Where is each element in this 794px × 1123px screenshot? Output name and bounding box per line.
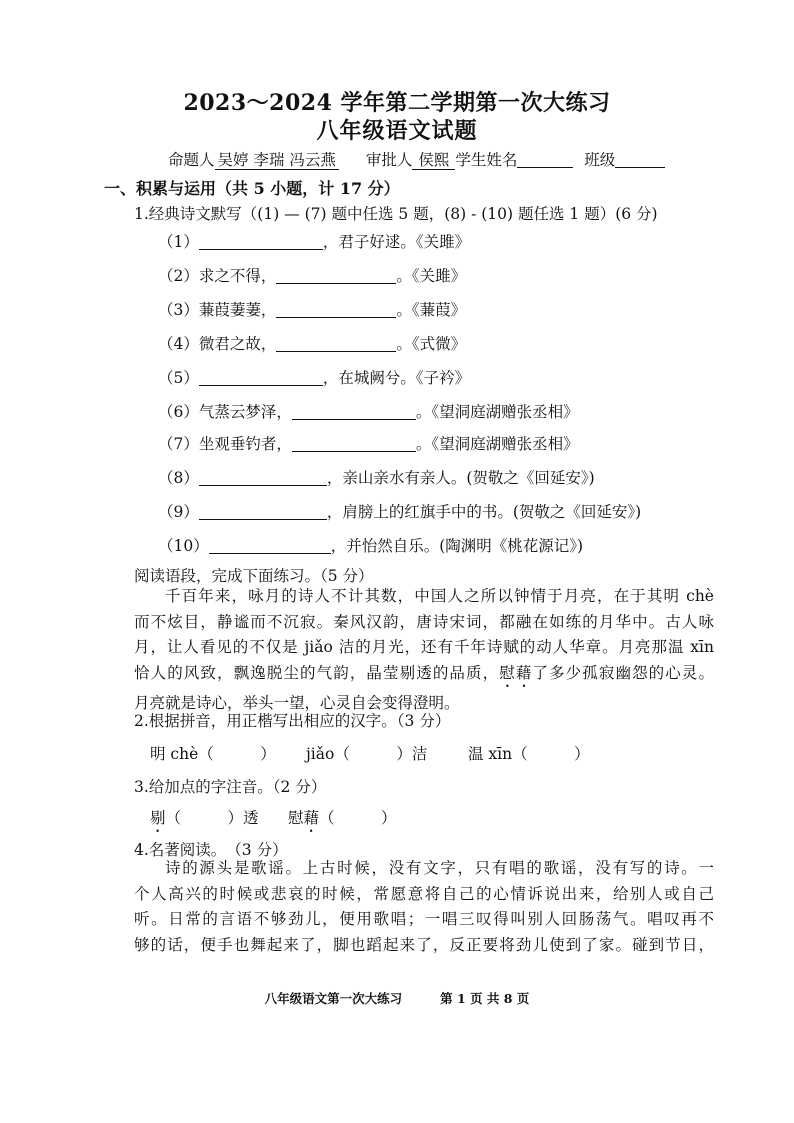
reading-passage [134,584,714,716]
reviewer-label: 审批人 [365,151,413,169]
passage-line: 千百年来，咏月的诗人不计其数，中国人之所以钟情于月亮，在于其明 chè [165,587,714,605]
recite-item-4: （4）微君之故， 。《式微》 [158,335,467,353]
question-2-prompt: 2.根据拼音，用正楷写出相应的汉字。（3 分） [134,712,451,730]
passage-line: 月亮就是诗心，举头一望，心灵自会变得澄明。 [134,693,460,712]
exam-subtitle: 八年级语文试题 [316,118,478,144]
answer-blank-3[interactable] [276,301,396,318]
dotted-word: 慰藉 [499,663,533,682]
passage-line: 够的话，便手也舞起来了，脚也蹈起来了，反正要将劲儿使到了家。碰到节日， [134,935,714,954]
recite-item-10: （10） ，并怡然自乐。(陶渊明《桃花源记》) [158,537,584,555]
proposer-label: 命题人 [168,151,215,169]
reading-intro: 阅读语段，完成下面练习。（5 分） [134,567,374,585]
question-3-prompt: 3.给加点的字注音。（2 分） [134,778,327,796]
exam-title: 2023～2024 学年第二学期第一次大练习 [183,90,611,116]
recite-item-2: （2）求之不得， 。《关雎》 [158,267,467,285]
recite-item-5: （5） ，在城阙兮。《子衿》 [158,369,471,387]
answer-blank-1[interactable] [199,233,323,250]
question-1-prompt: 1.经典诗文默写（(1) — (7) 题中任选 5 题，(8) - (10) 题任选 1 题）(6 分) [134,205,658,223]
recite-item-3: （3）蒹葭萋萋， 。《蒹葭》 [158,301,467,319]
passage-line: 而不炫目，静谧而不沉寂。秦风汉韵，唐诗宋词，都融在如练的月华中。古人咏 [134,612,714,631]
answer-blank-6[interactable] [292,403,416,420]
student-name-label: 学生姓名 [455,151,518,169]
answer-blank-9[interactable] [199,503,327,520]
passage-line: 诗的源头是歌谣。上古时候，没有文字，只有唱的歌谣，没有写的诗。一 [165,859,714,877]
proposer-names: 吴婷 李瑞 冯云燕 [215,152,339,170]
q2-blank-che[interactable]: 明 chè（ ） [150,745,276,763]
answer-blank-5[interactable] [199,369,323,386]
q2-blank-xin[interactable]: 温 xīn（ ） [468,745,590,763]
passage-line: 个人高兴的时候或悲哀的时候，常愿意将自己的心情诉说出来，给别人或自己 [134,884,714,903]
recite-item-6: （6）气蒸云梦泽， 。《望洞庭湖赠张丞相》 [158,403,579,421]
class-blank[interactable] [615,151,665,168]
answer-blank-4[interactable] [276,335,396,352]
recite-item-8: （8） ，亲山亲水有亲人。(贺敬之《回延安》) [158,469,595,487]
class-label: 班级 [584,151,616,169]
footer-exam-name: 八年级语文第一次大练习 [264,991,403,1006]
q3-blank-ti[interactable]: 剔（ ）透 [150,809,259,827]
answer-blank-2[interactable] [276,267,396,284]
exam-meta-line [168,148,665,170]
q3-blank-jie[interactable]: 慰藉（ ） [288,809,397,827]
section-heading: 一、积累与运用（共 5 小题，计 17 分） [104,179,400,198]
passage-line: 月，让人看见的不仅是 jiǎo 洁的月光，还有千年诗赋的动人华章。月亮那温 xīn [134,638,714,657]
q2-blank-jiao[interactable]: jiǎo（ ）洁 [306,745,428,763]
reviewer-name: 侯熙 [412,152,455,170]
recite-item-1: （1） ，君子好逑。《关雎》 [158,233,471,251]
page-footer [0,989,794,1007]
recite-item-9: （9） ，肩膀上的红旗手中的书。(贺敬之《回延安》) [158,503,642,521]
question-4-prompt: 4.名著阅读。 （3 分） [134,841,288,859]
passage-line: 恰人的风致，飘逸脱尘的气韵，晶莹剔透的品质，慰藉了多少孤寂幽怨的心灵。 [134,663,714,682]
answer-blank-8[interactable] [199,469,327,486]
q4-passage [134,856,714,958]
footer-page-number: 第 1 页 共 8 页 [440,991,530,1006]
answer-blank-10[interactable] [209,537,331,554]
answer-blank-7[interactable] [292,435,416,452]
student-name-blank[interactable] [517,151,573,168]
recite-item-7: （7）坐观垂钓者， 。《望洞庭湖赠张丞相》 [158,435,579,453]
passage-line: 听。日常的言语不够劲儿，便用歌唱；一唱三叹得叫别人回肠荡气。唱叹再不 [134,910,714,929]
